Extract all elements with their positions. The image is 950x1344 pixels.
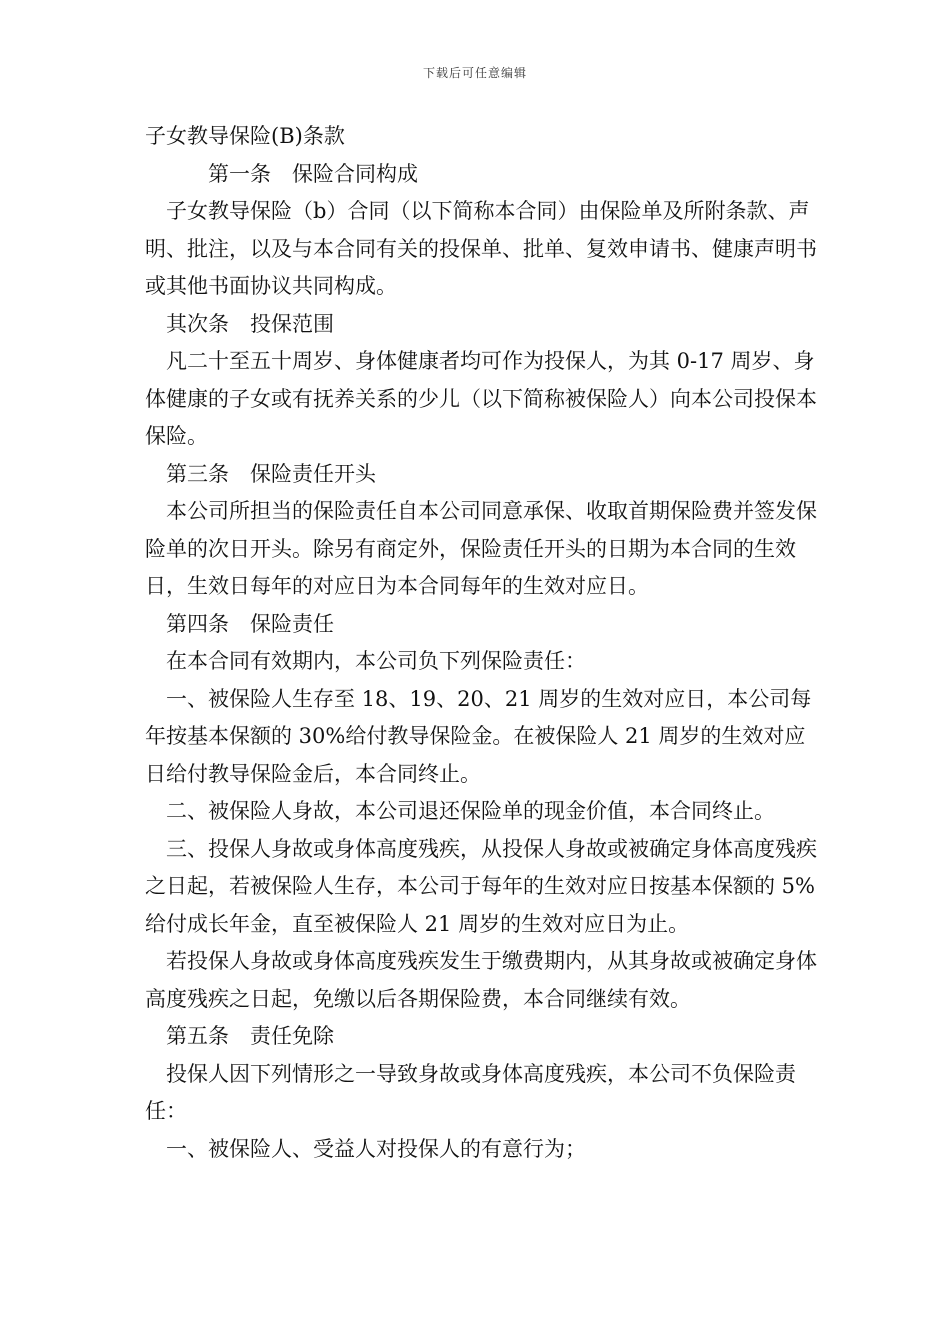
article-3-heading: 第三条 保险责任开头 bbox=[166, 461, 376, 486]
article-1-heading: 第一条 保险合同构成 bbox=[208, 161, 418, 186]
page-header: 下载后可任意编辑 bbox=[422, 66, 527, 80]
article-5-heading: 第五条 责任免除 bbox=[166, 1024, 334, 1048]
article-4-item-1: 一、被保险人生存至 18、19、20、21 周岁的生效对应日，本公司每年按基本保额的 30%给付教导保险金。在被保险人 21 周岁的生效对应日给付教导保险金后，本合同终止。 bbox=[145, 686, 812, 786]
article-2-heading: 其次条 投保范围 bbox=[166, 311, 334, 336]
article-4-item-3-continued: 若投保人身故或身体高度残疾发生于缴费期内，从其身故或被确定身体高度残疾之日起，免缴以后各期保险费，本合同继续有效。 bbox=[145, 949, 817, 1011]
article-1-text: 子女教导保险（b）合同（以下简称本合同）由保险单及所附条款、声明、批注，以及与本合同有关的投保单、批单、复效申请书、健康声明书或其他书面协议共同构成。 bbox=[145, 199, 817, 298]
article-4-intro: 在本合同有效期内，本公司负下列保险责任： bbox=[166, 649, 586, 673]
document-body bbox=[145, 118, 820, 1168]
document-title: 子女教导保险(B)条款 bbox=[145, 124, 345, 148]
article-4-item-2: 二、被保险人身故，本公司退还保险单的现金价值，本合同终止。 bbox=[166, 799, 775, 823]
article-3-text: 本公司所担当的保险责任自本公司同意承保、收取首期保险费并签发保险单的次日开头。除另有商定外，保险责任开头的日期为本合同的生效日，生效日每年的对应日为本合同每年的生效对应日。 bbox=[145, 499, 817, 598]
article-2-text: 凡二十至五十周岁、身体健康者均可作为投保人，为其 0-17 周岁、身体健康的子女或有抚养关系的少儿（以下简称被保险人）向本公司投保本保险。 bbox=[145, 349, 817, 448]
article-4-item-3: 三、投保人身故或身体高度残疾，从投保人身故或被确定身体高度残疾之日起，若被保险人生存，本公司于每年的生效对应日按基本保额的 5%给付成长年金，直至被保险人 21 周岁的生效对应日为止。 bbox=[145, 836, 817, 936]
article-4-heading: 第四条 保险责任 bbox=[166, 611, 334, 636]
article-5-intro: 投保人因下列情形之一导致身故或身体高度残疾，本公司不负保险责任： bbox=[145, 1061, 796, 1123]
article-5-item-1: 一、被保险人、受益人对投保人的有意行为； bbox=[166, 1136, 586, 1161]
